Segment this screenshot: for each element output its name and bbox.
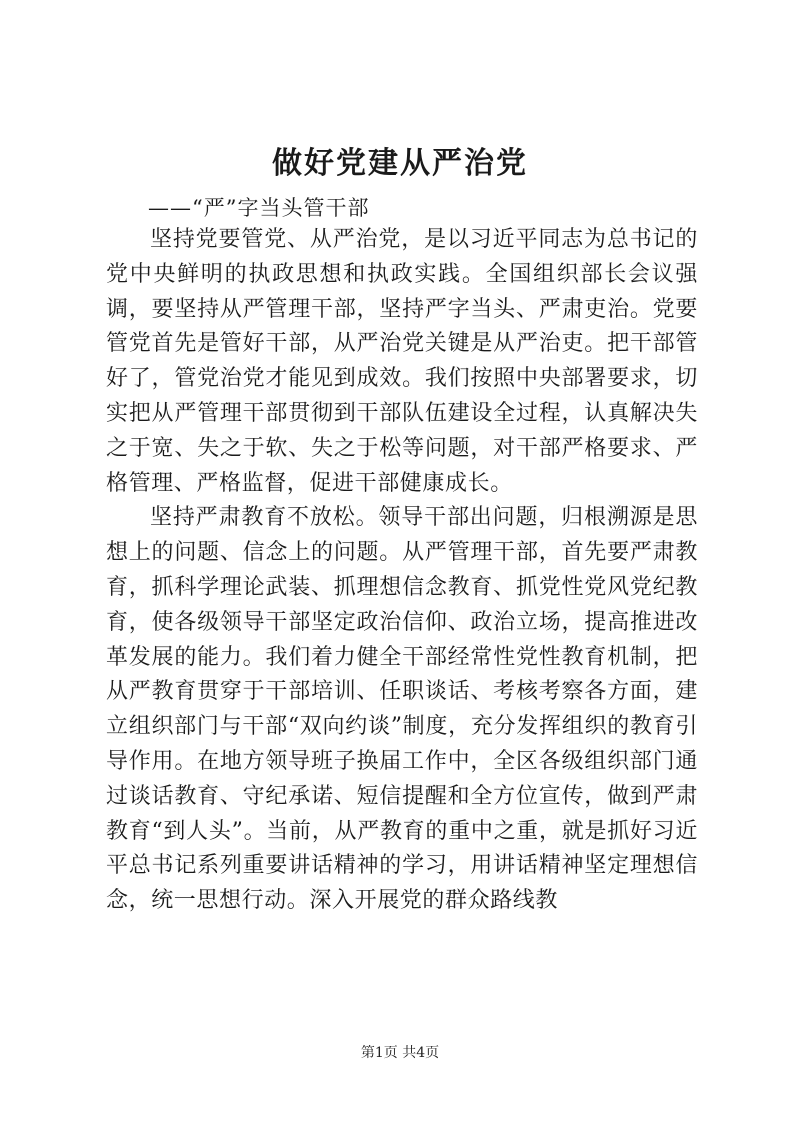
document-title: 做好党建从严治党	[272, 146, 528, 181]
paragraph: 坚持党要管党、从严治党，是以习近平同志为总书记的党中央鲜明的执政思想和执政实践。全国组织部长会议强调，要坚持从严管理干部，坚持严字当头、严肃吏治。党要管党首先是管好干部，从严治党关键是从严治吏。把干部管好了，管党治党才能见到成效。我们按照中央部署要求，切实把从严管理干部贯彻到干部队伍建设全过程，认真解决失之于宽、失之于软、失之于松等问题，对干部严格要求、严格管理、严格监督，促进干部健康成长。	[106, 227, 698, 496]
document-body	[106, 223, 698, 919]
paragraph: 坚持严肃教育不放松。领导干部出问题，归根溯源是思想上的问题、信念上的问题。从严管理干部，首先要严肃教育，抓科学理论武装、抓理想信念教育、抓党性党风党纪教育，使各级领导干部坚定政治信仰、政治立场，提高推进改革发展的能力。我们着力健全干部经常性党性教育机制，把从严教育贯穿于干部培训、任职谈话、考核考察各方面，建立组织部门与干部“双向约谈”制度，充分发挥组织的教育引导作用。在地方领导班子换届工作中，全区各级组织部门通过谈话教育、守纪承诺、短信提醒和全方位宣传，做到严肃教育“到人头”。当前，从严教育的重中之重，就是抓好习近平总书记系列重要讲话精神的学习，用讲话精神坚定理想信念，统一思想行动。深入开展党的群众路线教	[106, 505, 698, 914]
page-footer: 第1页 共4页	[360, 1045, 440, 1061]
document-subtitle: ——“严”字当头管干部	[148, 196, 370, 220]
